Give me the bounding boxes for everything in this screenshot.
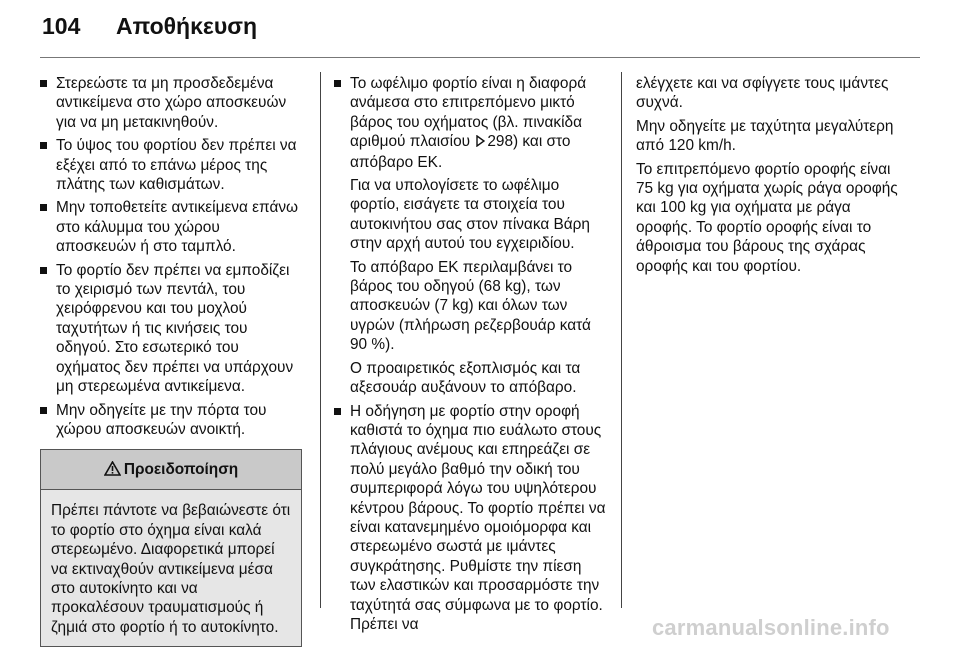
page-title: Αποθήκευση xyxy=(116,13,258,39)
list-item: Η οδήγηση με φορτίο στην οροφή καθιστά το όχημα πιο ευάλωτο στους πλάγιους ανέμους και επηρεάζει σε πολύ μεγάλο βαθμό την οδική του συμπεριφορά λόγω του υψηλότερου κέντρου βάρους. Το φορτίο πρέπει να είναι κατανεμημένο ομοιόμορφα και στερεωμένο σωστά με ιμάντες συγκράτησης. Ρυθμίστε την πίεση των ελαστικών και προσαρμόστε την ταχύτητά σας σύμφωνα με το φορτίο. Πρέπει να xyxy=(334,402,606,635)
list-item: Μην οδηγείτε με την πόρτα του χώρου αποσκευών ανοικτή. xyxy=(40,401,302,440)
bullet-list xyxy=(40,74,302,439)
bullet-square-icon xyxy=(40,142,47,149)
paragraph: Το απόβαρο ΕΚ περιλαμβάνει το βάρος του οδηγού (68 kg), των αποσκευών (7 kg) και όλων των υγρών (πλήρωση ρεζερβουάρ κατά 90 %). xyxy=(350,258,591,354)
warning-triangle-icon xyxy=(104,461,121,481)
page-number: 104 xyxy=(42,13,81,39)
bullet-square-icon xyxy=(40,407,47,414)
bullet-list xyxy=(334,402,606,635)
column-divider-right xyxy=(621,72,622,608)
bullet-list xyxy=(334,74,606,172)
header-rule xyxy=(40,57,920,58)
paragraph: Ο προαιρετικός εξοπλισμός και τα αξεσουάρ αυξάνουν το απόβαρο. xyxy=(350,359,581,397)
bullet-square-icon xyxy=(334,80,341,87)
paragraph: Το επιτρεπόμενο φορτίο οροφής είναι 75 kg για οχήματα χωρίς ράγα οροφής και 100 kg για οχήματα με ράγα οροφής. Το φορτίο οροφής είναι το άθροισμα του βάρους της σχάρας οροφής και του φορτίου. xyxy=(636,160,898,275)
bullet-square-icon xyxy=(40,80,47,87)
warning-text: Πρέπει πάντοτε να βεβαιώνεστε ότι το φορτίο στο όχημα είναι καλά στερεωμένο. Διαφορετικά μπορεί να εκτιναχθούν αντικείμενα μέσα στο αυτοκίνητο και να προκαλέσουν τραυματισμούς ή ζημιά στο φορτίο ή το αυτοκίνητο. xyxy=(51,502,291,636)
list-item: Το ωφέλιμο φορτίο είναι η διαφορά ανάμεσα στο επιτρεπόμενο μικτό βάρος του οχήματος (βλ. πινακίδα αριθμού πλαισίου 298) και στο απόβαρο ΕΚ. xyxy=(334,74,606,172)
bullet-square-icon xyxy=(334,408,341,415)
list-item: Στερεώστε τα μη προσδεδεμένα αντικείμενα στο χώρο αποσκευών για να μη μετακινηθούν. xyxy=(40,74,302,132)
bullet-square-icon xyxy=(40,267,47,274)
list-item: Το ύψος του φορτίου δεν πρέπει να εξέχει από το επάνω μέρος της πλάτης των καθισμάτων. xyxy=(40,136,302,194)
page-reference-arrow-icon xyxy=(476,133,485,152)
watermark-logo: carmanualsonline.info xyxy=(652,615,890,640)
paragraph: Μην οδηγείτε με ταχύτητα μεγαλύτερη από 120 km/h. xyxy=(636,117,894,155)
warning-title: Προειδοποίηση xyxy=(123,461,239,479)
paragraph: ελέγχετε και να σφίγγετε τους ιμάντες συχνά. xyxy=(636,75,889,112)
column-1 xyxy=(40,74,302,647)
warning-header xyxy=(41,450,301,490)
list-item: Μην τοποθετείτε αντικείμενα επάνω στο κάλυμμα του χώρου αποσκευών ή στο ταμπλό. xyxy=(40,198,302,256)
bullet-square-icon xyxy=(40,204,47,211)
paragraph: Για να υπολογίσετε το ωφέλιμο φορτίο, εισάγετε τα στοιχεία του αυτοκινήτου σας στον πίνακα Βάρη στην αρχή αυτού του εγχειριδίου. xyxy=(350,177,590,253)
column-divider-left xyxy=(320,72,321,608)
column-3 xyxy=(636,74,906,280)
list-item: Το φορτίο δεν πρέπει να εμποδίζει το χειρισμό των πεντάλ, του χειρόφρενου και του μοχλού ταχυτήτων ή τις κινήσεις του οδηγού. Στο εσωτερικό του οχήματος δεν πρέπει να υπάρχουν μη στερεωμένα αντικείμενα. xyxy=(40,261,302,397)
warning-box xyxy=(40,449,302,647)
column-2 xyxy=(334,74,606,638)
page-reference-link[interactable]: 298 xyxy=(487,133,514,151)
